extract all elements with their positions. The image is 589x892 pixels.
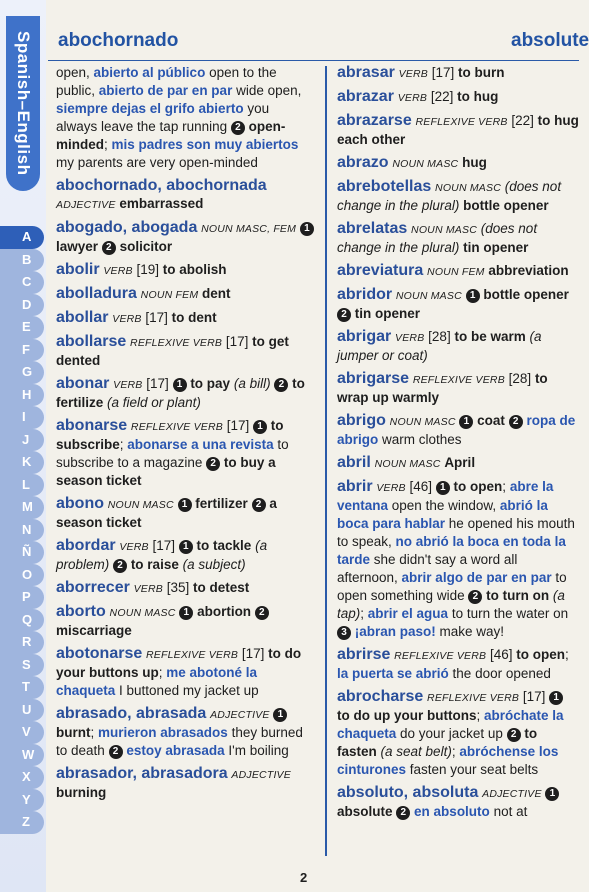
entry-text: [17] — [238, 646, 269, 661]
usage-note: (a field or plant) — [107, 395, 201, 410]
dictionary-entry — [337, 64, 579, 83]
translation: abortion — [197, 604, 252, 619]
translation: to wrap up warmly — [337, 371, 548, 405]
entry-text: the door opened — [448, 666, 551, 681]
letter-tab-y[interactable]: Y — [0, 789, 44, 812]
entry-text — [248, 496, 252, 511]
part-of-speech: VERB — [397, 92, 428, 104]
dictionary-entry — [337, 784, 579, 821]
headword: abollar — [56, 309, 109, 326]
dictionary-entry — [337, 328, 579, 365]
translation: to do up your buttons — [337, 708, 477, 723]
entry-text: [46] — [486, 647, 517, 662]
example: abrir algo de par en par — [401, 570, 552, 585]
headword: absoluto, absoluta — [337, 784, 479, 801]
column-divider — [325, 66, 327, 856]
letter-tab-n[interactable]: N — [0, 519, 44, 542]
part-of-speech: NOUN MASC — [435, 182, 502, 194]
usage-note: (a problem) — [56, 538, 268, 572]
translation: to open — [516, 647, 566, 662]
entry-text: [17] — [428, 65, 459, 80]
part-of-speech: VERB — [103, 265, 133, 277]
letter-tab-j[interactable]: J — [0, 429, 44, 452]
part-of-speech: REFLEXIVE VERB — [415, 116, 508, 128]
letter-tab-n-tilde[interactable]: Ñ — [0, 541, 44, 564]
part-of-speech: VERB — [376, 482, 406, 494]
dictionary-entry — [337, 688, 579, 779]
headword: abono — [56, 495, 104, 512]
letter-tab-m[interactable]: M — [0, 496, 44, 519]
letter-tab-l[interactable]: L — [0, 474, 44, 497]
usage-note: (a subject) — [182, 557, 246, 572]
translation: to fasten — [337, 726, 538, 759]
translation: to open — [453, 479, 503, 494]
headword: abrebotellas — [337, 178, 432, 195]
part-of-speech: REFLEXIVE VERB — [130, 337, 223, 349]
translation: to burn — [458, 65, 505, 80]
headword: abreviatura — [337, 262, 424, 279]
translation: to abolish — [162, 262, 227, 277]
part-of-speech: NOUN MASC — [392, 158, 459, 170]
sense-number: 2 — [337, 308, 351, 322]
entry-text: [17] — [519, 689, 550, 704]
letter-tab-s[interactable]: S — [0, 654, 44, 677]
headword: abonar — [56, 375, 110, 392]
translation: to do your buttons up — [56, 646, 302, 680]
translation: tin opener — [463, 240, 529, 255]
entry-text: to subscribe to a magazine — [56, 437, 289, 470]
letter-tab-x[interactable]: X — [0, 766, 44, 789]
example: murieron abrasados — [98, 725, 228, 740]
example: ¡abran paso! — [354, 624, 436, 639]
entry-text: [17] — [148, 538, 179, 553]
entry-text: open, — [56, 65, 94, 80]
example: abróchense los cinturones — [337, 744, 559, 777]
example: abrió la boca para hablar — [337, 498, 548, 531]
part-of-speech: ADJECTIVE — [56, 199, 116, 211]
example: me abotoné la chaqueta — [56, 665, 258, 698]
sidebar-title: Spanish–English — [14, 31, 33, 176]
example: abierto de par en par — [98, 83, 233, 98]
translation: to fertilize — [56, 376, 305, 410]
letter-tab-r[interactable]: R — [0, 631, 44, 654]
entry-text: I'm boiling — [224, 743, 289, 758]
entry-text: ; — [104, 137, 112, 152]
headword: abrasar — [337, 64, 395, 81]
headword: abrazarse — [337, 112, 412, 129]
translation: abbreviation — [488, 263, 569, 278]
translation: to raise — [130, 557, 179, 572]
headword: abolladura — [56, 285, 137, 302]
entry-text: to turn the water on — [448, 606, 569, 621]
translation: coat — [477, 413, 505, 428]
sense-number: 2 — [396, 806, 410, 820]
sense-number: 2 — [507, 728, 521, 742]
headword: abrigar — [337, 328, 392, 345]
entry-text: wide open, — [232, 83, 302, 98]
sense-number: 1 — [549, 691, 563, 705]
headword: abordar — [56, 537, 116, 554]
letter-tab-p[interactable]: P — [0, 586, 44, 609]
dictionary-entry — [56, 645, 314, 700]
translation: to tackle — [196, 538, 252, 553]
example: mis padres son muy abiertos — [111, 137, 299, 152]
dictionary-entry — [56, 765, 314, 802]
headword: abrocharse — [337, 688, 424, 705]
letter-tab-a[interactable]: A — [0, 226, 44, 249]
translation: open-minded — [56, 119, 286, 152]
entry-text: you always leave the tap running — [56, 101, 270, 134]
dictionary-entry — [337, 88, 579, 107]
entry-text: [22] — [427, 89, 458, 104]
headword: abolir — [56, 261, 100, 278]
entry-text: [17] — [141, 310, 172, 325]
entry-text: not at — [489, 804, 528, 819]
entry-text: [46] — [405, 479, 436, 494]
example: ropa de abrigo — [337, 413, 576, 447]
sense-number: 1 — [179, 606, 193, 620]
usage-note: (does not change in the plural) — [337, 179, 562, 213]
translation: fertilizer — [195, 496, 248, 511]
letter-tab-t[interactable]: T — [0, 676, 44, 699]
translation: bottle opener — [483, 287, 569, 302]
headword: abonarse — [56, 417, 128, 434]
entry-text: I buttoned my jacket up — [115, 683, 259, 698]
letter-tab-z[interactable]: Z — [0, 811, 44, 834]
headword: aborto — [56, 603, 106, 620]
entry-text: [28] — [504, 371, 535, 386]
example: abre la ventana — [337, 479, 554, 513]
entry-text: [17] — [142, 376, 173, 391]
entry-text: warm clothes — [378, 432, 462, 447]
headword: abrelatas — [337, 220, 408, 237]
entry-text: ; — [90, 725, 99, 740]
example: abróchate la chaqueta — [337, 708, 564, 741]
dictionary-entry — [56, 579, 314, 598]
dictionary-entry — [337, 286, 579, 323]
dictionary-entry — [56, 495, 314, 532]
guide-word-left: abochornado — [58, 30, 179, 51]
headword: abrirse — [337, 646, 391, 663]
page-number: 2 — [300, 870, 308, 885]
dictionary-entry — [56, 333, 314, 370]
part-of-speech: NOUN MASC — [411, 224, 478, 236]
sense-number: 2 — [509, 415, 523, 429]
sense-number: 1 — [179, 540, 193, 554]
dictionary-entry — [337, 412, 579, 449]
translation: dent — [202, 286, 231, 301]
headword: abridor — [337, 286, 393, 303]
sense-number: 1 — [173, 378, 187, 392]
entry-text: my parents are very open-minded — [56, 155, 258, 170]
dictionary-entry — [337, 478, 579, 641]
sense-number: 1 — [545, 787, 559, 801]
dictionary-entry — [56, 309, 314, 328]
sense-number: 2 — [274, 378, 288, 392]
translation: embarrassed — [119, 196, 204, 211]
dictionary-entry — [337, 370, 579, 407]
sense-number: 1 — [300, 222, 314, 236]
part-of-speech: NOUN MASC — [395, 290, 462, 302]
dictionary-entry — [56, 375, 314, 412]
sense-number: 1 — [459, 415, 473, 429]
sense-number: 1 — [253, 420, 267, 434]
usage-note: (a bill) — [233, 376, 271, 391]
translation: tin opener — [354, 306, 421, 321]
headword: abril — [337, 454, 371, 471]
dictionary-entry — [56, 417, 314, 490]
part-of-speech: VERB — [133, 583, 163, 595]
dictionary-entry — [56, 603, 314, 640]
dictionary-entry — [56, 64, 314, 172]
dictionary-entry — [56, 285, 314, 304]
sense-number: 1 — [178, 498, 192, 512]
dictionary-entry — [56, 261, 314, 280]
entry-text: [19] — [132, 262, 163, 277]
sense-number: 2 — [252, 498, 266, 512]
headword: aborrecer — [56, 579, 130, 596]
translation: to turn on — [486, 588, 550, 603]
sense-number: 1 — [436, 481, 450, 495]
letter-index — [0, 226, 46, 834]
entry-text: fasten your seat belts — [406, 762, 539, 777]
sense-number: 2 — [206, 457, 220, 471]
headword: abrazo — [337, 154, 389, 171]
dictionary-entry — [56, 705, 314, 760]
usage-note: (a jumper or coat) — [337, 329, 542, 363]
example: estoy abrasada — [126, 743, 225, 758]
letter-tab-g[interactable]: G — [0, 361, 44, 384]
entry-text: ; — [476, 708, 484, 723]
sense-number: 3 — [337, 626, 351, 640]
letter-tab-b[interactable]: B — [0, 249, 44, 272]
dictionary-entry — [337, 454, 579, 473]
part-of-speech: VERB — [119, 541, 149, 553]
example: abierto al público — [93, 65, 206, 80]
translation: burnt — [56, 725, 91, 740]
part-of-speech: ADJECTIVE — [482, 788, 542, 800]
letter-tab-w[interactable]: W — [0, 744, 44, 767]
entry-text: to open something wide — [337, 570, 567, 603]
letter-tab-k[interactable]: K — [0, 451, 44, 474]
dictionary-entry — [337, 262, 579, 281]
guide-word-right: absolute — [511, 30, 589, 51]
entry-text: open to the public, — [56, 65, 277, 98]
part-of-speech: VERB — [398, 68, 428, 80]
headword: abrazar — [337, 88, 394, 105]
translation: lawyer — [56, 239, 99, 254]
part-of-speech: ADJECTIVE — [210, 709, 270, 721]
headword: abotonarse — [56, 645, 143, 662]
dictionary-entry — [56, 537, 314, 574]
part-of-speech: NOUN FEM — [140, 289, 199, 301]
usage-note: (a tap) — [337, 588, 565, 621]
part-of-speech: NOUN MASC — [389, 416, 456, 428]
sidebar-section-tab — [6, 16, 40, 191]
entry-text: [22] — [507, 113, 538, 128]
entry-text: [17] — [223, 418, 254, 433]
sense-number: 1 — [466, 289, 480, 303]
translation: absolute — [337, 804, 393, 819]
letter-tab-v[interactable]: V — [0, 721, 44, 744]
translation: to pay — [190, 376, 231, 391]
part-of-speech: VERB — [113, 379, 143, 391]
entry-text: ; — [502, 479, 510, 494]
sense-number: 2 — [102, 241, 116, 255]
translation: April — [444, 455, 476, 470]
translation: to subscribe — [56, 418, 284, 452]
headword: abrigarse — [337, 370, 410, 387]
part-of-speech: REFLEXIVE VERB — [427, 692, 520, 704]
entry-text: open the window, — [388, 498, 500, 513]
example: en absoluto — [414, 804, 490, 819]
translation: hug — [462, 155, 487, 170]
translation: to get dented — [56, 334, 289, 368]
entry-text: ; — [360, 606, 368, 621]
part-of-speech: VERB — [395, 332, 425, 344]
entry-text: do your jacket up — [396, 726, 507, 741]
part-of-speech: NOUN FEM — [427, 266, 485, 278]
entry-text: ; — [119, 437, 128, 452]
part-of-speech: REFLEXIVE VERB — [412, 374, 505, 386]
headword: abollarse — [56, 333, 127, 350]
sense-number: 2 — [113, 559, 127, 573]
entry-text: she didn't say a word all afternoon, — [337, 552, 518, 585]
dictionary-entry — [337, 646, 579, 683]
part-of-speech: NOUN MASC, FEM — [201, 223, 297, 235]
part-of-speech: NOUN MASC — [374, 458, 441, 470]
part-of-speech: REFLEXIVE VERB — [130, 421, 223, 433]
entry-text: ; — [565, 647, 569, 662]
translation: to buy a season ticket — [56, 455, 276, 488]
sense-number: 2 — [231, 121, 245, 135]
letter-tab-e[interactable]: E — [0, 316, 44, 339]
example: abrir el agua — [367, 606, 449, 621]
translation: to be warm — [454, 329, 526, 344]
letter-tab-u[interactable]: U — [0, 699, 44, 722]
translation: to hug each other — [337, 113, 579, 147]
entry-text: [28] — [424, 329, 455, 344]
sense-number: 1 — [273, 708, 287, 722]
example: abonarse a una revista — [127, 437, 274, 452]
headword: abrasado, abrasada — [56, 705, 207, 722]
dictionary-entry — [56, 219, 314, 256]
dictionary-entry — [56, 177, 314, 214]
right-column — [337, 64, 579, 826]
entry-text: make way! — [435, 624, 505, 639]
entry-text — [174, 496, 178, 511]
example: la puerta se abrió — [337, 666, 449, 681]
sense-number: 2 — [255, 606, 269, 620]
entry-text: he opened his mouth to speak, — [337, 516, 575, 549]
headword: abogado, abogada — [56, 219, 198, 236]
entry-text: [35] — [163, 580, 194, 595]
usage-note: (does not change in the plural) — [337, 221, 538, 255]
headword: abrasador, abrasadora — [56, 765, 228, 782]
example: no abrió la boca en toda la tarde — [337, 534, 566, 567]
part-of-speech: NOUN MASC — [107, 499, 174, 511]
part-of-speech: VERB — [112, 313, 142, 325]
sense-number: 2 — [109, 745, 123, 759]
headword: abochornado, abochornada — [56, 177, 267, 194]
entry-text: [17] — [222, 334, 253, 349]
dictionary-entry — [337, 112, 579, 149]
usage-note: (a seat belt) — [380, 744, 452, 759]
letter-tab-f[interactable]: F — [0, 339, 44, 362]
translation: solicitor — [119, 239, 173, 254]
translation: miscarriage — [56, 623, 132, 638]
letter-tab-d[interactable]: D — [0, 294, 44, 317]
alphabet-sidebar — [0, 0, 46, 892]
translation: bottle opener — [463, 198, 549, 213]
letter-tab-i[interactable]: I — [0, 406, 44, 429]
entry-text: ; — [158, 665, 167, 680]
sense-number: 2 — [468, 590, 482, 604]
dictionary-entry — [337, 154, 579, 173]
letter-tab-c[interactable]: C — [0, 271, 44, 294]
letter-tab-o[interactable]: O — [0, 564, 44, 587]
entry-text: they burned to death — [56, 725, 303, 758]
entry-text: ; — [451, 744, 460, 759]
letter-tab-h[interactable]: H — [0, 384, 44, 407]
part-of-speech: REFLEXIVE VERB — [146, 649, 239, 661]
part-of-speech: NOUN MASC — [109, 607, 176, 619]
dictionary-entry — [337, 220, 579, 257]
left-column — [56, 64, 314, 807]
translation: to dent — [171, 310, 217, 325]
translation: a season ticket — [56, 496, 277, 530]
translation: to detest — [193, 580, 250, 595]
headword: abrigo — [337, 412, 386, 429]
headword: abrir — [337, 478, 373, 495]
dictionary-entry — [337, 178, 579, 215]
letter-tab-q[interactable]: Q — [0, 609, 44, 632]
part-of-speech: REFLEXIVE VERB — [394, 650, 487, 662]
part-of-speech: ADJECTIVE — [231, 769, 291, 781]
translation: to hug — [457, 89, 499, 104]
example: siempre dejas el grifo abierto — [56, 101, 244, 116]
translation: burning — [56, 785, 107, 800]
